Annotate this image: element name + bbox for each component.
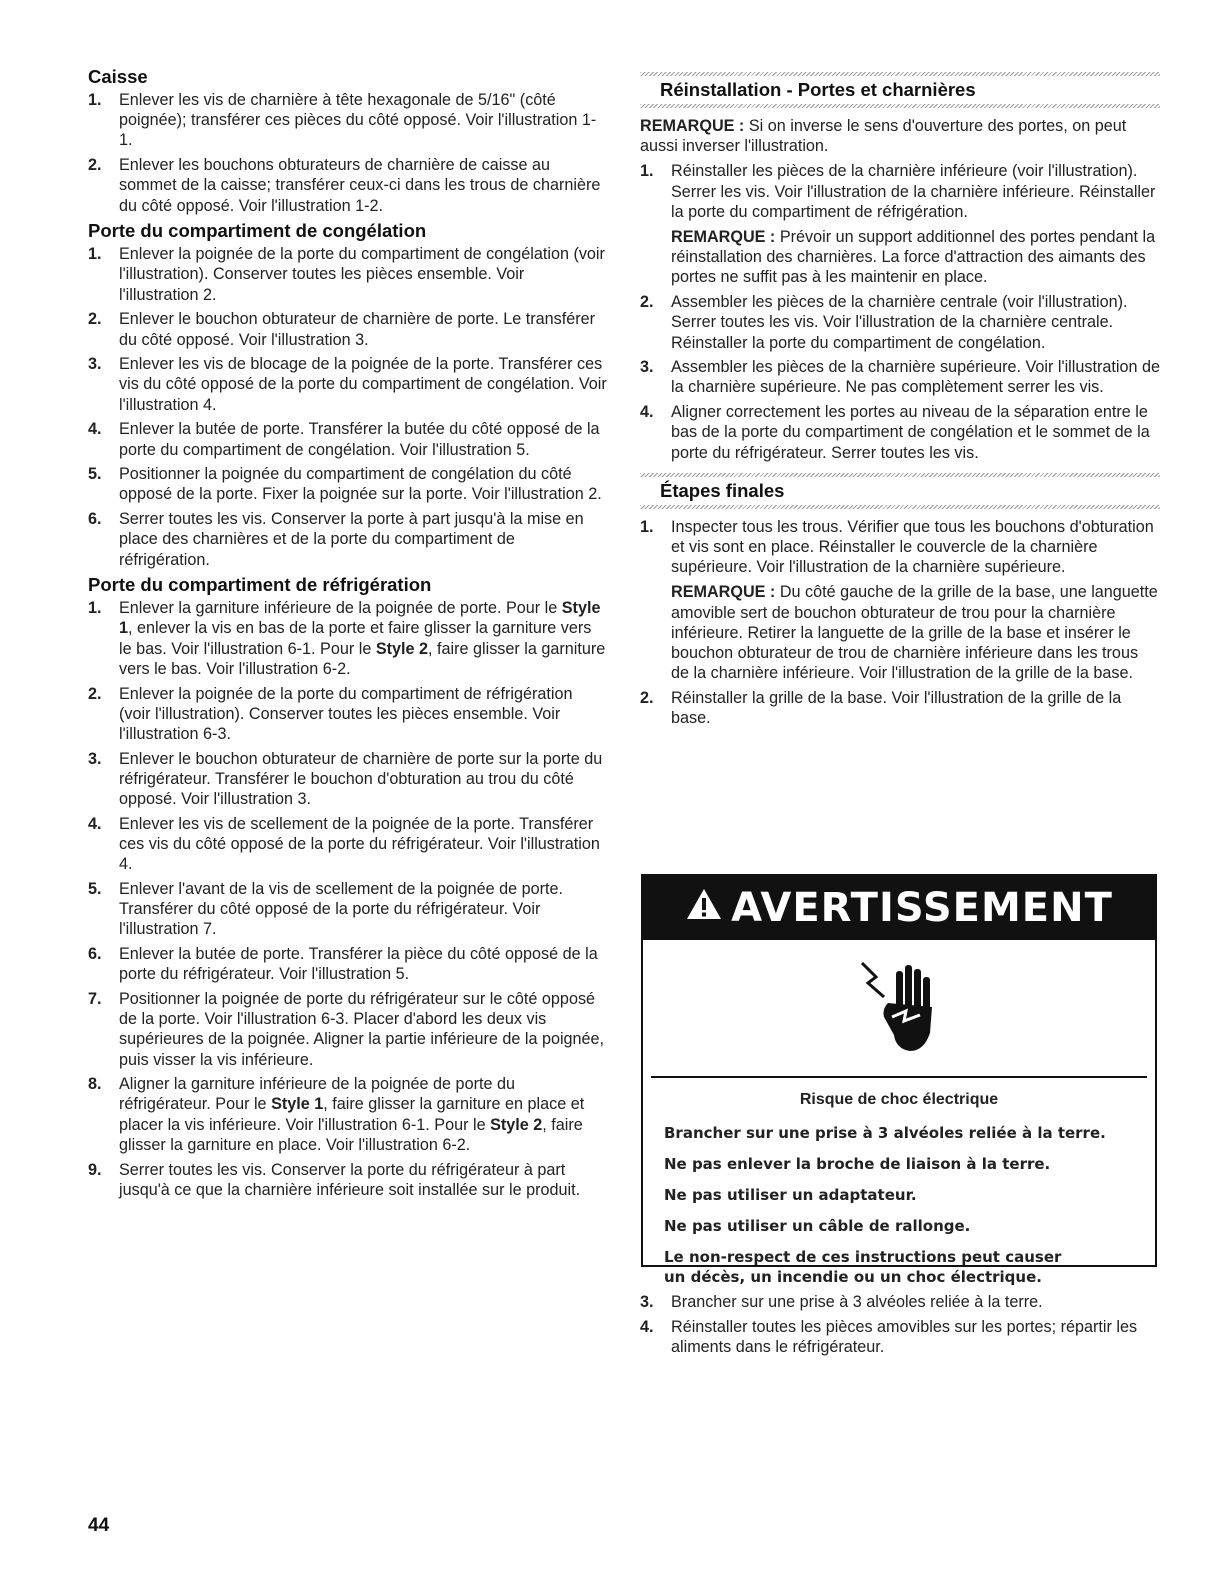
step-text: Positionner la poignée du compartiment de congélation du côté opposé de la porte. Fixer la poignée sur la porte. Voir l'illustration 2. [119, 465, 602, 504]
finales-steps-continued [640, 1292, 1160, 1357]
step-text: Enlever les vis de charnière à tête hexagonale de 5/16" (côté poignée); transférer ces pièces du côté opposé. Voir l'illustration 1-1. [119, 91, 597, 150]
step-text: Réinstaller la grille de la base. Voir l'illustration de la grille de la base. [671, 688, 1122, 728]
section-banner-finales [640, 473, 1160, 509]
step-text: Enlever la poignée de la porte du compartiment de congélation (voir l'illustration). Conserver toutes les pièces ensemble. Voir l'illustration 2. [119, 245, 605, 304]
step-text: Enlever les vis de blocage de la poignée de la porte. Transférer ces vis du côté opposé de la porte du compartiment de congélation. Voir l'illustration 4. [119, 355, 607, 414]
warning-risk: Risque de choc électrique [799, 1091, 999, 1108]
list-item [88, 464, 608, 504]
step-text: Réinstaller toutes les pièces amovibles sur les portes; répartir les aliments dans le réfrigérateur. [671, 1317, 1138, 1356]
list-item [88, 509, 608, 570]
step-number: 3. [640, 1293, 654, 1311]
list-item [88, 90, 608, 151]
step-text: , enlever la vis en bas de la porte et faire glisser la garniture vers le bas. Voir l'illustration 6-1. Pour le [119, 619, 592, 658]
step-number: 2. [640, 293, 654, 312]
list-item [640, 161, 1160, 287]
list-item [640, 292, 1160, 353]
remarque-label: REMARQUE : [640, 117, 745, 135]
step-text: Inspecter tous les trous. Vérifier que tous les bouchons d'obturation et vis sont en place. Réinstaller le couvercle de la charnière supérieure. Voir l'illustration de la charnière supérieure. [671, 517, 1154, 577]
step-text: Réinstaller les pièces de la charnière inférieure (voir l'illustration). Serrer les vis. Voir l'illustration de la charnière inférieure. Réinstaller la porte du compartiment de réfrigération. [671, 162, 1156, 221]
list-item [640, 1317, 1160, 1357]
step-number: 8. [88, 1075, 102, 1094]
remarque-label: REMARQUE : [671, 228, 776, 247]
banner-stripe [640, 104, 1160, 108]
remarque-text: Du côté gauche de la grille de la base, une languette amovible sert de bouchon obturateur de trou pour la charnière inférieure. Retirer la languette de la grille de la base et insérer le bouchon obturateur de trou de charnière inférieure dans les trous de la charnière inférieure. Voir l'illustration de la grille de la base. [671, 583, 1158, 683]
warning-header [643, 876, 1155, 940]
step-number: 2. [88, 156, 102, 175]
style-label: Style 2 [490, 1115, 543, 1134]
section-title-congelation: Porte du compartiment de congélation [88, 220, 427, 242]
step-text: , faire glisser la garniture en place et placer la vis inférieure. Voir l'illustration 6-1. Pour le [119, 1095, 585, 1134]
right-column [640, 72, 1160, 733]
list-item [88, 879, 608, 940]
finales-steps [640, 517, 1160, 729]
final-steps-continued [640, 1292, 1160, 1362]
step-text: Aligner correctement les portes au niveau de la séparation entre le bas de la porte du compartiment de congélation et le sommet de la porte du réfrigérateur. Serrer toutes les vis. [671, 403, 1150, 462]
warning-line: un décès, un incendie ou un choc électrique. [664, 1268, 1042, 1286]
section-title-finales: Étapes finales [660, 479, 785, 501]
warning-body [643, 1078, 1155, 1287]
step-text: Serrer toutes les vis. Conserver la porte du réfrigérateur à part jusqu'à ce que la charnière inférieure soit installée sur le produit. [119, 1160, 581, 1199]
step-text: Brancher sur une prise à 3 alvéoles reliée à la terre. [671, 1293, 1043, 1311]
step-number: 3. [640, 358, 654, 377]
step-number: 1. [88, 91, 102, 109]
list-item [640, 402, 1160, 463]
step-number: 1. [640, 517, 654, 536]
list-item [88, 598, 608, 679]
warning-line: Ne pas enlever la broche de liaison à la terre. [664, 1155, 1051, 1173]
step-number: 4. [640, 1317, 654, 1336]
step-number: 1. [88, 245, 102, 264]
step-number: 1. [640, 162, 654, 181]
step-text: Aligner la garniture inférieure de la poignée de porte du réfrigérateur. Pour le [119, 1075, 515, 1114]
warning-triangle-icon [685, 885, 723, 931]
warning-line: Ne pas utiliser un câble de rallonge. [664, 1217, 971, 1235]
step-number: 2. [88, 684, 102, 703]
warning-box [641, 874, 1157, 1286]
electric-shock-hand-icon [854, 951, 944, 1066]
list-item [640, 688, 1160, 728]
step-text: Assembler les pièces de la charnière centrale (voir l'illustration). Serrer toutes les vis. Voir l'illustration de la charnière centrale. Réinstaller la porte du compartiment de congélation. [671, 293, 1128, 352]
step-text: Enlever les vis de scellement de la poignée de la porte. Transférer ces vis du côté opposé de la porte du réfrigérateur. Voir l'illustration 4. [119, 814, 600, 874]
style-label: Style 1 [271, 1095, 324, 1114]
step-number: 9. [88, 1160, 102, 1179]
step-text: Enlever le bouchon obturateur de charnière de porte. Le transférer du côté opposé. Voir l'illustration 3. [119, 310, 596, 349]
list-item [88, 309, 608, 349]
banner-stripe [640, 473, 1160, 477]
step-number: 6. [88, 945, 102, 964]
list-item [88, 814, 608, 875]
list-item [88, 419, 608, 459]
step-text: , faire glisser la garniture vers le bas. Voir l'illustration 6-2. [119, 639, 606, 678]
step-number: 5. [88, 879, 102, 898]
step-text: Enlever le bouchon obturateur de charnière de porte sur la porte du réfrigérateur. Transférer le bouchon d'obturation au trou du côté opposé. Voir l'illustration 3. [119, 749, 603, 809]
shock-icon-area [651, 940, 1147, 1078]
list-item [88, 684, 608, 745]
step-note [671, 582, 1160, 683]
remarque-paragraph [640, 116, 1160, 156]
step-number: 2. [640, 688, 654, 707]
page-number: 44 [88, 1515, 110, 1536]
step-text: Enlever les bouchons obturateurs de charnière de caisse au sommet de la caisse; transférer ceux-ci dans les trous de charnière du côté opposé. Voir l'illustration 1-2. [119, 156, 601, 215]
list-item [88, 1160, 608, 1200]
banner-stripe [640, 505, 1160, 509]
step-text: Enlever la garniture inférieure de la poignée de porte. Pour le [119, 599, 562, 618]
list-item [88, 989, 608, 1070]
section-title-caisse: Caisse [88, 66, 148, 87]
remarque-label: REMARQUE : [671, 583, 776, 602]
step-text: Positionner la poignée de porte du réfrigérateur sur le côté opposé de la porte. Voir l'illustration 6-3. Placer d'abord les deux vis supérieures de la poignée. Aligner la partie inférieure de la poignée, puis visser la vis inférieure. [119, 989, 605, 1069]
warning-line: Ne pas utiliser un adaptateur. [664, 1186, 917, 1204]
step-number: 4. [88, 814, 102, 833]
warning-line: Brancher sur une prise à 3 alvéoles reliée à la terre. [664, 1124, 1106, 1142]
step-text: Enlever la poignée de la porte du compartiment de réfrigération (voir l'illustration). Conserver toutes les pièces ensemble. Voir l'illustration 6-3. [119, 684, 573, 743]
reinstall-steps [640, 161, 1160, 462]
list-item [640, 1292, 1160, 1312]
step-number: 6. [88, 510, 102, 529]
remarque-text: Si on inverse le sens d'ouverture des portes, on peut aussi inverser l'illustration. [640, 117, 1127, 156]
step-text: , faire glisser la garniture en place. Voir l'illustration 6-2. [119, 1115, 583, 1154]
step-number: 2. [88, 310, 102, 329]
step-text: Enlever la butée de porte. Transférer la butée du côté opposé de la porte du compartiment de congélation. Voir l'illustration 5. [119, 420, 600, 459]
list-item [88, 1074, 608, 1155]
list-item [640, 357, 1160, 397]
list-item [88, 749, 608, 810]
step-number: 4. [88, 420, 102, 439]
section-banner-reinstall [640, 72, 1160, 108]
step-text: Assembler les pièces de la charnière supérieure. Voir l'illustration de la charnière supérieure. Ne pas complètement serrer les vis. [671, 358, 1160, 397]
style-label: Style 1 [119, 599, 601, 638]
list-item [88, 944, 608, 984]
step-number: 4. [640, 403, 654, 422]
remarque-text: Prévoir un support additionnel des portes pendant la réinstallation des charnières. La force d'attraction des aimants des portes ne suffit pas à les maintenir en place. [671, 228, 1156, 287]
step-text: Enlever l'avant de la vis de scellement de la poignée de porte. Transférer du côté opposé de la porte du réfrigérateur. Voir l'illustration 7. [119, 879, 564, 939]
refrigeration-steps [88, 598, 608, 1200]
caisse-steps [88, 90, 608, 216]
step-text: Enlever la butée de porte. Transférer la pièce du côté opposé de la porte du réfrigérateur. Voir l'illustration 5. [119, 945, 598, 984]
step-number: 5. [88, 465, 102, 484]
section-title-refrigeration: Porte du compartiment de réfrigération [88, 574, 432, 596]
step-number: 7. [88, 989, 102, 1008]
step-number: 1. [88, 599, 102, 618]
warning-line: Le non-respect de ces instructions peut causer [664, 1248, 1062, 1266]
congelation-steps [88, 244, 608, 570]
step-number: 3. [88, 355, 102, 374]
banner-stripe [640, 72, 1160, 76]
list-item [88, 155, 608, 216]
step-text: Serrer toutes les vis. Conserver la porte à part jusqu'à la mise en place des charnières et de la porte du compartiment de réfrigération. [119, 510, 584, 569]
left-column [88, 66, 608, 1204]
list-item [88, 244, 608, 305]
list-item [640, 517, 1160, 684]
step-number: 3. [88, 749, 102, 768]
step-note [671, 227, 1160, 288]
list-item [88, 354, 608, 415]
style-label: Style 2 [375, 639, 429, 658]
warning-title: AVERTISSEMENT [731, 885, 1113, 931]
section-title-reinstall: Réinstallation - Portes et charnières [660, 79, 976, 100]
